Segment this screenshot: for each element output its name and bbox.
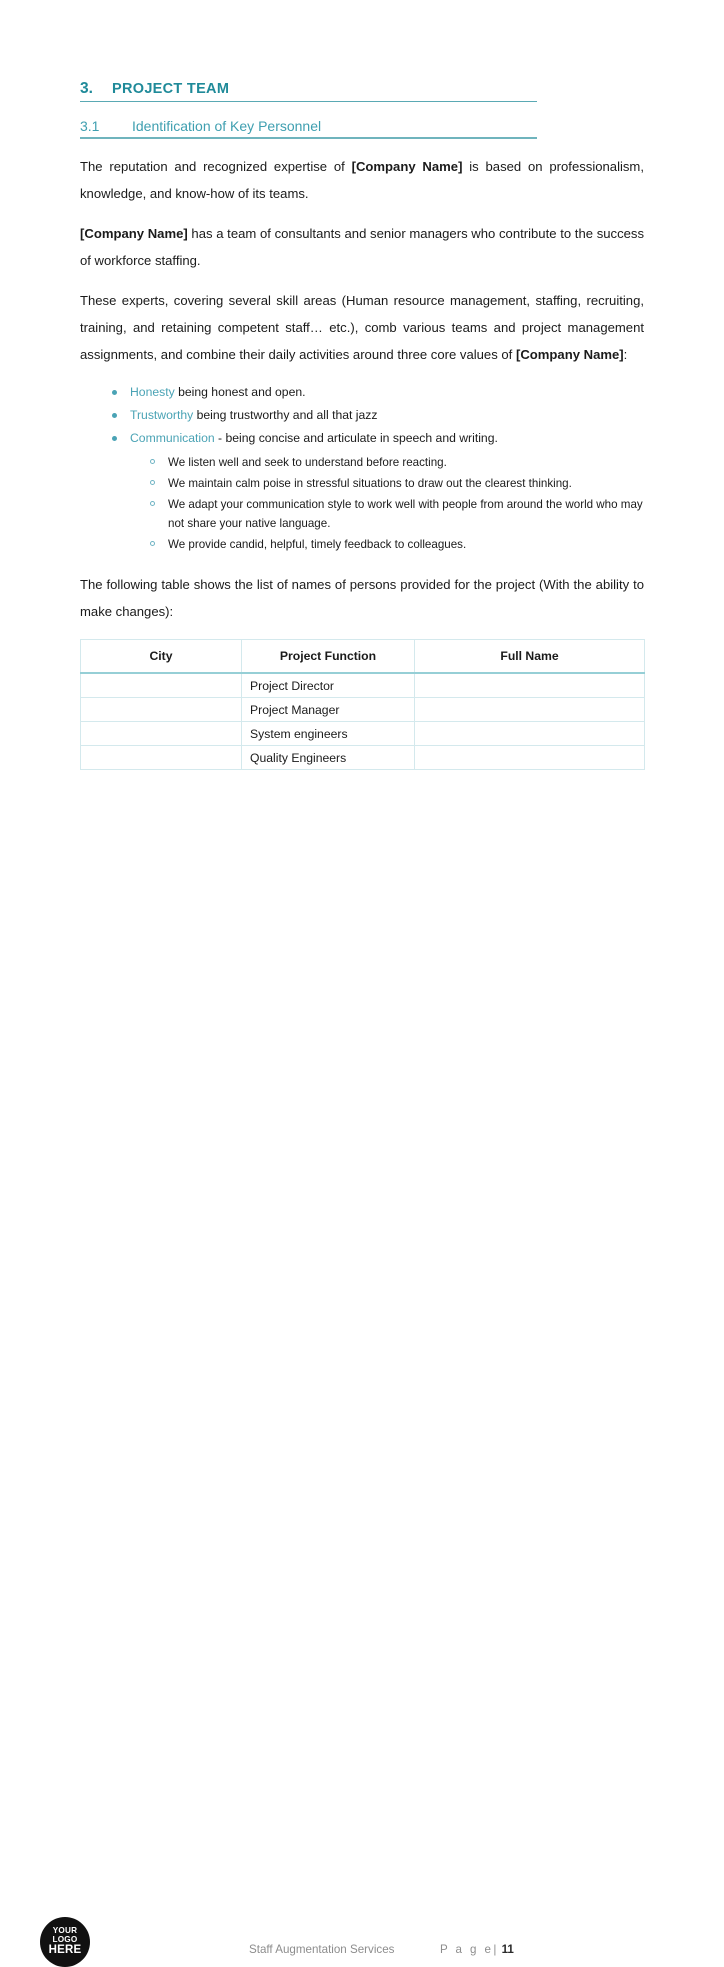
list-item xyxy=(80,428,644,554)
footer-document-title: Staff Augmentation Services xyxy=(249,1943,395,1956)
core-value-keyword: Honesty xyxy=(130,385,175,399)
cell-full-name[interactable] xyxy=(415,722,645,746)
column-header-project-function: Project Function xyxy=(242,640,415,674)
cell-project-function[interactable]: System engineers xyxy=(242,722,415,746)
list-item: We adapt your communication style to work well with people from around the world who may not share your native language. xyxy=(130,495,644,533)
cell-city[interactable] xyxy=(81,673,242,698)
column-header-full-name: Full Name xyxy=(415,640,645,674)
list-item xyxy=(80,405,644,426)
paragraph-2 xyxy=(80,220,644,274)
cell-city[interactable] xyxy=(81,722,242,746)
footer-page-indicator xyxy=(440,1943,514,1956)
logo-line-3: HERE xyxy=(48,1944,82,1957)
cell-city[interactable] xyxy=(81,746,242,770)
subsection-title: Identification of Key Personnel xyxy=(132,118,322,134)
core-value-text: being honest and open. xyxy=(174,385,306,399)
cell-project-function[interactable]: Project Director xyxy=(242,673,415,698)
body-text: : xyxy=(623,347,628,362)
company-logo xyxy=(40,1917,90,1967)
body-text: The reputation and recognized expertise of xyxy=(80,159,352,174)
subsection-heading xyxy=(80,118,537,139)
table-row xyxy=(81,698,645,722)
list-item: We maintain calm poise in stressful situations to draw out the clearest thinking. xyxy=(130,474,644,493)
section-number: 3. xyxy=(80,80,93,97)
list-item: We provide candid, helpful, timely feedback to colleagues. xyxy=(130,535,644,554)
emphasis-text: [Company Name] xyxy=(80,226,188,241)
personnel-table xyxy=(80,639,645,770)
column-header-city: City xyxy=(81,640,242,674)
body-text: has a team of consultants and senior managers who contribute to the success of workforce staffing. xyxy=(80,226,644,268)
body-text: These experts, covering several skill areas (Human resource management, staffing, recruiting, training, and retaining competent staff… etc.), comb various teams and project management assignments, and combine their daily activities around three core values of xyxy=(80,293,644,362)
table-row xyxy=(81,673,645,698)
emphasis-text: [Company Name] xyxy=(351,159,463,174)
list-item xyxy=(80,382,644,403)
table-row xyxy=(81,722,645,746)
emphasis-text: [Company Name] xyxy=(515,347,624,362)
page-content xyxy=(80,80,644,770)
cell-project-function[interactable]: Project Manager xyxy=(242,698,415,722)
table-intro-paragraph: The following table shows the list of names of persons provided for the project (With the ability to make changes): xyxy=(80,577,644,619)
core-values-list xyxy=(80,382,644,554)
table-header-row xyxy=(81,640,645,674)
footer-page-number: 11 xyxy=(501,1943,514,1956)
footer-separator: | xyxy=(493,1943,497,1956)
cell-full-name[interactable] xyxy=(415,698,645,722)
page-footer xyxy=(0,955,724,1957)
section-title: PROJECT TEAM xyxy=(112,81,230,97)
communication-sublist xyxy=(130,453,644,554)
list-item: We listen well and seek to understand before reacting. xyxy=(130,453,644,472)
logo-line-2: LOGO xyxy=(52,1935,78,1945)
subsection-number: 3.1 xyxy=(80,118,100,134)
cell-city[interactable] xyxy=(81,698,242,722)
core-value-keyword: Communication xyxy=(130,431,215,445)
core-value-text: being trustworthy and all that jazz xyxy=(193,408,378,422)
footer-page-word: P a g e xyxy=(440,1943,494,1956)
cell-full-name[interactable] xyxy=(415,746,645,770)
cell-full-name[interactable] xyxy=(415,673,645,698)
section-heading xyxy=(80,80,537,102)
body-text: is based on professionalism, knowledge, and know-how of its teams. xyxy=(80,159,644,201)
table-row xyxy=(81,746,645,770)
logo-line-1: YOUR xyxy=(52,1926,78,1936)
paragraph-1 xyxy=(80,153,644,207)
cell-project-function[interactable]: Quality Engineers xyxy=(242,746,415,770)
paragraph-3 xyxy=(80,287,644,368)
core-value-text: - being concise and articulate in speech and writing. xyxy=(214,431,498,445)
core-value-keyword: Trustworthy xyxy=(130,408,194,422)
